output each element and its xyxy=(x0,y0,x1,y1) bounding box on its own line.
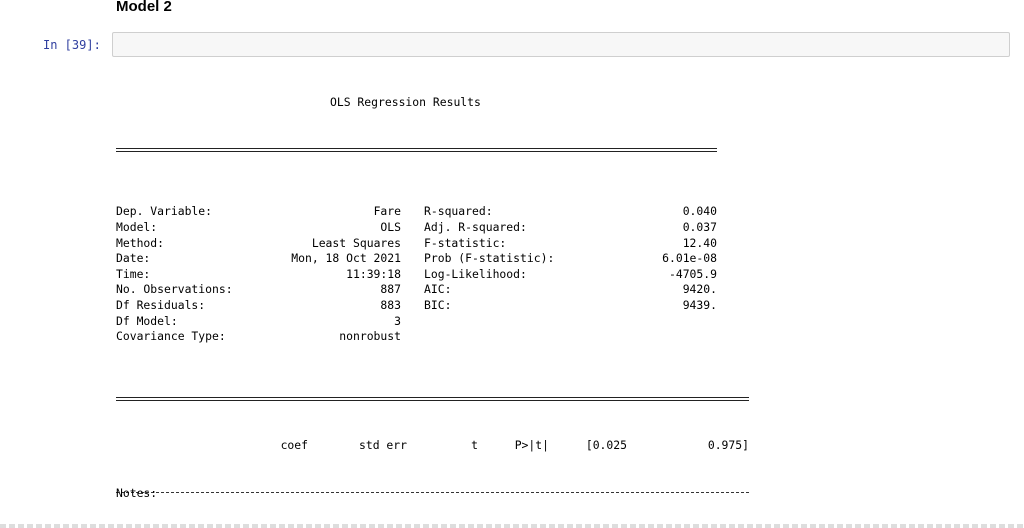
code-cell-input[interactable] xyxy=(112,32,1010,57)
info-row xyxy=(116,282,717,298)
stat-value: 0.037 xyxy=(682,219,717,234)
info-value: OLS xyxy=(380,219,401,234)
stat-value: -4705.9 xyxy=(668,266,717,281)
notes-block xyxy=(116,455,740,528)
coef-header-cell: t xyxy=(471,438,478,453)
info-value: nonrobust xyxy=(339,329,401,344)
coef-header-cell: P>|t| xyxy=(514,438,549,453)
cell-prompt: In [39]: xyxy=(43,38,101,52)
ols-title-row xyxy=(116,95,717,111)
info-label: Time: xyxy=(116,266,151,281)
info-label: Model: xyxy=(116,219,158,234)
bottom-divider xyxy=(0,524,1024,528)
stat-label: BIC: xyxy=(424,297,452,312)
info-row xyxy=(116,314,717,330)
stat-value: 0.040 xyxy=(682,204,717,219)
stat-label: AIC: xyxy=(424,282,452,297)
info-value: 887 xyxy=(380,282,401,297)
info-label: Dep. Variable: xyxy=(116,204,213,219)
ols-title: OLS Regression Results xyxy=(330,95,481,110)
stat-value: 9420. xyxy=(682,282,717,297)
section-heading: Model 2 xyxy=(116,0,172,15)
stat-label: R-squared: xyxy=(424,204,493,219)
info-row xyxy=(116,329,717,345)
info-label: Date: xyxy=(116,251,151,266)
info-row xyxy=(116,236,717,252)
stat-label: Prob (F-statistic): xyxy=(424,251,555,266)
rule-double xyxy=(116,391,749,407)
model-info-block xyxy=(116,204,749,344)
info-row xyxy=(116,267,717,283)
stat-label: Adj. R-squared: xyxy=(424,219,527,234)
info-value: 11:39:18 xyxy=(346,266,401,281)
notes-title: Notes: xyxy=(116,486,158,501)
rule-double xyxy=(116,142,717,158)
coef-header-cell: [0.025 xyxy=(585,438,627,453)
info-label: Df Residuals: xyxy=(116,297,206,312)
info-label: Method: xyxy=(116,235,165,250)
coef-header-cell: coef xyxy=(280,438,308,453)
info-value: Mon, 18 Oct 2021 xyxy=(291,251,401,266)
coef-header-cell: std err xyxy=(358,438,407,453)
info-label: Covariance Type: xyxy=(116,329,226,344)
info-label: No. Observations: xyxy=(116,282,233,297)
info-row xyxy=(116,220,717,236)
info-value: 883 xyxy=(380,297,401,312)
stat-value: 6.01e-08 xyxy=(662,251,717,266)
stat-value: 12.40 xyxy=(682,235,717,250)
stat-label: Log-Likelihood: xyxy=(424,266,527,281)
info-row xyxy=(116,251,717,267)
stat-label: F-statistic: xyxy=(424,235,507,250)
coef-header-row xyxy=(116,438,749,454)
info-row xyxy=(116,298,717,314)
coef-header-cell: 0.975] xyxy=(707,438,749,453)
info-label: Df Model: xyxy=(116,313,178,328)
info-value: 3 xyxy=(394,313,401,328)
info-row xyxy=(116,204,717,220)
stat-value: 9439. xyxy=(682,297,717,312)
info-value: Least Squares xyxy=(311,235,401,250)
info-value: Fare xyxy=(373,204,401,219)
